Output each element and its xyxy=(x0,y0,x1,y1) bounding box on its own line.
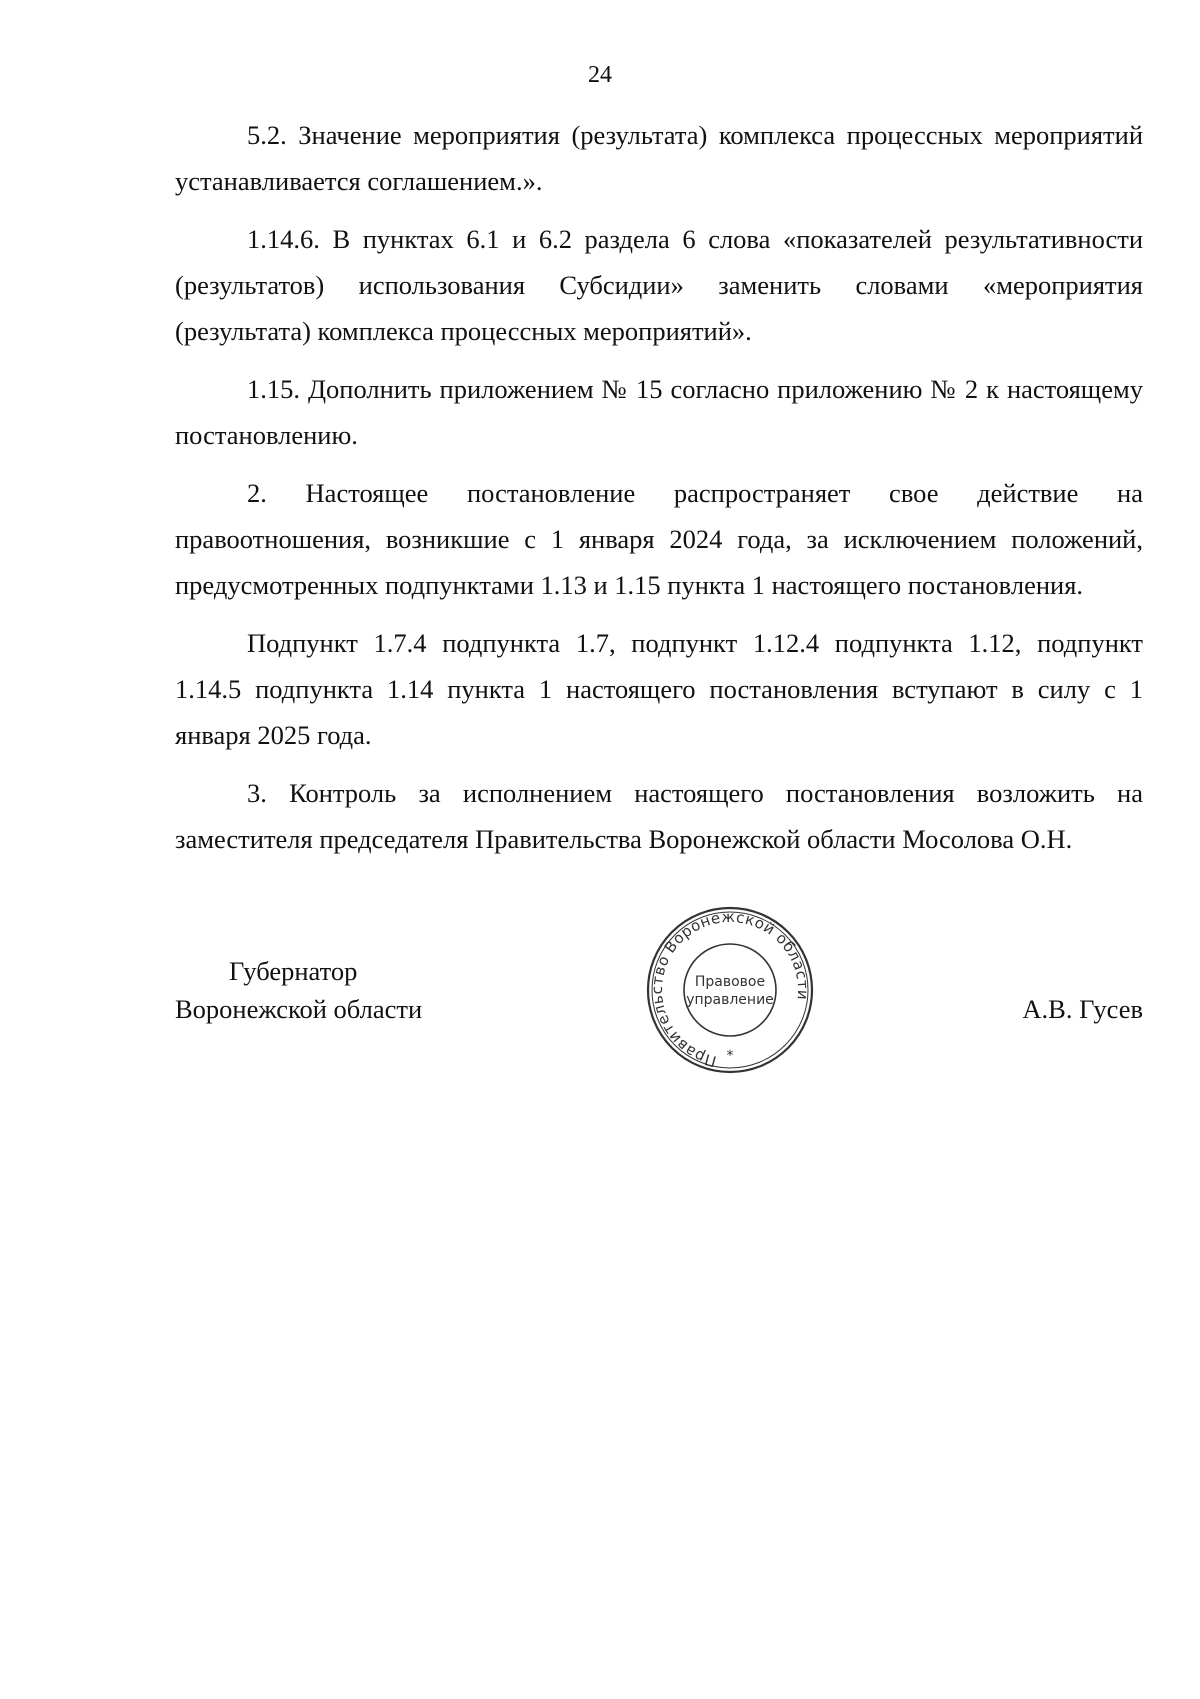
signatory-title-line1: Губернатор xyxy=(229,956,358,986)
paragraph-5-2: 5.2. Значение мероприятия (результата) комплекса процессных мероприятий устанавливается соглашением.». xyxy=(175,120,1143,196)
signatory-title xyxy=(175,952,422,1028)
page-number: 24 xyxy=(588,62,612,88)
stamp-outer-text: Правительство Воронежской области xyxy=(648,907,813,1071)
paragraph-1-14-6: 1.14.6. В пунктах 6.1 и 6.2 раздела 6 слова «показателей результативности (результатов) использования Субсидии» заменить словами «мероприятия (результата) комплекса процессных мероприятий». xyxy=(175,224,1143,346)
stamp-star-icon: * xyxy=(726,1048,734,1064)
paragraph-subpoints-effective-date: Подпункт 1.7.4 подпункта 1.7, подпункт 1.12.4 подпункта 1.12, подпункт 1.14.5 подпункта 1.14 пункта 1 настоящего постановления вступают в силу с 1 января 2025 года. xyxy=(175,628,1143,750)
paragraph-1-15: 1.15. Дополнить приложением № 15 согласно приложению № 2 к настоящему постановлению. xyxy=(175,374,1143,450)
official-stamp xyxy=(640,900,820,1080)
paragraph-3: 3. Контроль за исполнением настоящего постановления возложить на заместителя председателя Правительства Воронежской области Мосолова О.Н. xyxy=(175,778,1143,854)
signature-block xyxy=(175,900,1143,1100)
stamp-inner-line1: Правовое xyxy=(694,974,766,990)
paragraph-2: 2. Настоящее постановление распространяет свое действие на правоотношения, возникшие с 1 января 2024 года, за исключением положений, предусмотренных подпунктами 1.13 и 1.15 пункта 1 настоящего постановления. xyxy=(175,478,1143,600)
signatory-title-line2: Воронежской области xyxy=(175,994,423,1024)
stamp-inner-line2: управление xyxy=(686,992,774,1008)
signatory-name: А.В. Гусев xyxy=(1022,994,1143,1024)
document-body xyxy=(175,112,1143,874)
